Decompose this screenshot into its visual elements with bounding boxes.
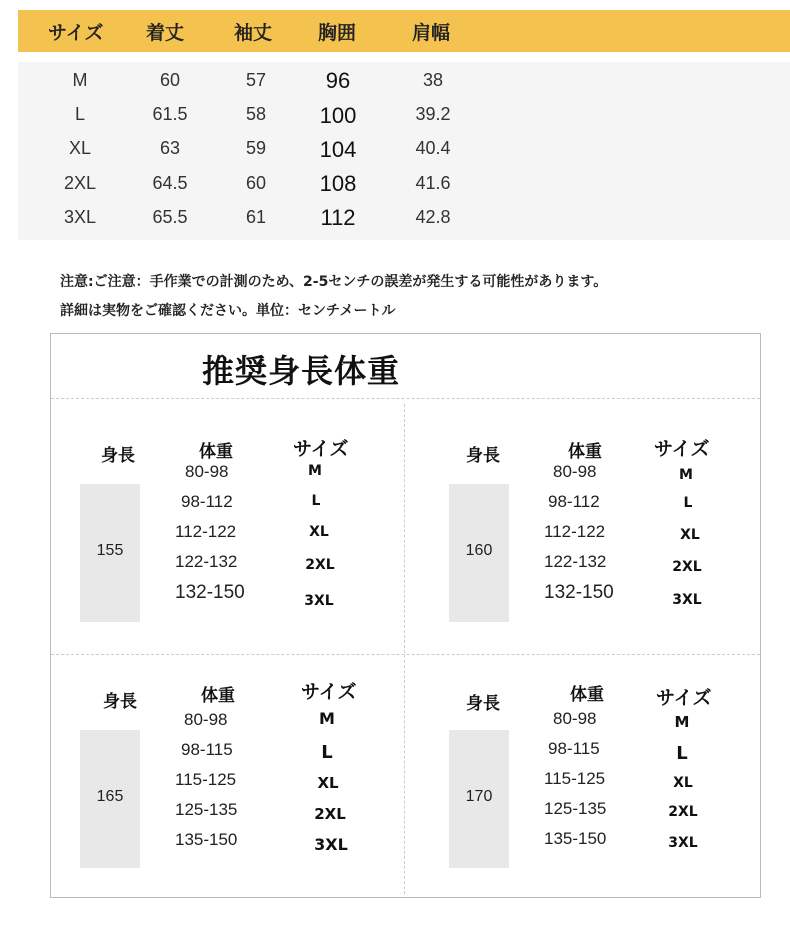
size-chart-header bbox=[18, 10, 790, 52]
size-label: サイズ bbox=[301, 681, 357, 703]
weight-label: 体重 bbox=[568, 442, 602, 462]
cell-shoulder: 39.2 bbox=[415, 104, 451, 124]
height-block-170 bbox=[418, 647, 768, 897]
weight-range: 112-122 bbox=[175, 522, 237, 541]
weight-label: 体重 bbox=[201, 686, 235, 706]
height-label: 身長 bbox=[103, 692, 137, 712]
size-value: M bbox=[674, 713, 690, 731]
weight-range: 80-98 bbox=[184, 710, 228, 729]
size-label: サイズ bbox=[293, 438, 349, 460]
weight-range: 80-98 bbox=[553, 709, 597, 728]
cell-chest: 96 bbox=[325, 68, 351, 93]
size-value: 2XL bbox=[314, 805, 346, 823]
header-sleeve: 袖丈 bbox=[234, 22, 273, 44]
weight-range: 125-135 bbox=[544, 799, 607, 818]
divider bbox=[51, 398, 760, 399]
size-value: 3XL bbox=[668, 835, 698, 851]
weight-range: 98-112 bbox=[548, 492, 600, 511]
weight-label: 体重 bbox=[570, 685, 604, 705]
size-value: 3XL bbox=[314, 835, 348, 854]
cell-chest: 100 bbox=[319, 103, 357, 128]
cell-shoulder: 42.8 bbox=[415, 207, 451, 227]
header-size: サイズ bbox=[48, 22, 104, 44]
size-label: サイズ bbox=[654, 438, 710, 460]
table-row bbox=[18, 104, 538, 138]
size-chart-body bbox=[18, 62, 790, 240]
cell-sleeve: 57 bbox=[245, 70, 267, 90]
cell-sleeve: 59 bbox=[245, 138, 267, 158]
height-block-160 bbox=[418, 401, 768, 651]
size-value: 2XL bbox=[672, 559, 702, 575]
height-value: 165 bbox=[96, 788, 124, 805]
weight-range: 122-132 bbox=[544, 552, 607, 571]
table-row bbox=[18, 207, 538, 241]
cell-size: 2XL bbox=[63, 173, 97, 193]
weight-range: 98-115 bbox=[181, 740, 233, 759]
size-value: L bbox=[683, 495, 693, 511]
cell-length: 64.5 bbox=[152, 173, 188, 193]
weight-range: 80-98 bbox=[185, 462, 229, 481]
header-shoulder: 肩幅 bbox=[412, 22, 451, 44]
divider bbox=[404, 404, 405, 894]
height-value: 155 bbox=[96, 542, 124, 559]
cell-sleeve: 61 bbox=[245, 207, 267, 227]
height-cell bbox=[449, 484, 509, 622]
cell-chest: 104 bbox=[319, 137, 357, 162]
weight-range: 132-150 bbox=[175, 582, 245, 603]
height-value: 170 bbox=[465, 788, 493, 805]
size-value: M bbox=[308, 463, 322, 479]
cell-size: 3XL bbox=[63, 207, 97, 227]
measurement-note: 注意:ご注意：手作業での計測のため、2-5センチの誤差が発生する可能性があります。 bbox=[60, 274, 608, 290]
weight-range: 122-132 bbox=[175, 552, 238, 571]
height-block-155 bbox=[51, 401, 401, 651]
size-value: 2XL bbox=[668, 804, 698, 820]
height-label: 身長 bbox=[466, 446, 500, 466]
size-value: L bbox=[321, 742, 333, 763]
weight-label: 体重 bbox=[199, 442, 233, 462]
table-row bbox=[18, 70, 538, 104]
cell-chest: 108 bbox=[319, 171, 357, 196]
header-chest: 胸囲 bbox=[318, 22, 357, 44]
height-cell bbox=[449, 730, 509, 868]
recommendation-title: 推奨身長体重 bbox=[201, 352, 400, 390]
size-value: M bbox=[319, 709, 335, 728]
size-value: XL bbox=[680, 527, 700, 543]
cell-length: 61.5 bbox=[152, 104, 188, 124]
size-value: L bbox=[676, 743, 688, 764]
cell-length: 63 bbox=[159, 138, 181, 158]
cell-length: 65.5 bbox=[152, 207, 188, 227]
height-cell bbox=[80, 730, 140, 868]
weight-range: 125-135 bbox=[175, 800, 238, 819]
weight-range: 132-150 bbox=[544, 582, 614, 603]
height-cell bbox=[80, 484, 140, 622]
height-label: 身長 bbox=[466, 694, 500, 714]
weight-range: 112-122 bbox=[544, 522, 606, 541]
cell-sleeve: 60 bbox=[245, 173, 267, 193]
cell-shoulder: 40.4 bbox=[415, 138, 451, 158]
size-value: XL bbox=[317, 774, 339, 792]
weight-range: 135-150 bbox=[175, 830, 238, 849]
size-value: 3XL bbox=[304, 593, 334, 609]
table-row bbox=[18, 138, 538, 172]
table-row bbox=[18, 173, 538, 207]
weight-range: 115-125 bbox=[544, 769, 606, 788]
cell-size: M bbox=[72, 70, 88, 90]
header-length: 着丈 bbox=[146, 22, 185, 44]
size-label: サイズ bbox=[656, 687, 712, 709]
weight-range: 135-150 bbox=[544, 829, 607, 848]
size-value: M bbox=[679, 467, 693, 483]
unit-note: 詳細は実物をご確認ください。単位：センチメートル bbox=[60, 303, 396, 319]
cell-size: XL bbox=[68, 138, 92, 158]
size-value: XL bbox=[673, 775, 693, 791]
size-value: L bbox=[311, 493, 321, 509]
cell-shoulder: 38 bbox=[422, 70, 444, 90]
cell-length: 60 bbox=[159, 70, 181, 90]
weight-range: 80-98 bbox=[553, 462, 597, 481]
size-value: 3XL bbox=[672, 592, 702, 608]
cell-sleeve: 58 bbox=[245, 104, 267, 124]
size-value: 2XL bbox=[305, 557, 335, 573]
weight-range: 115-125 bbox=[175, 770, 237, 789]
cell-chest: 112 bbox=[320, 205, 356, 230]
weight-range: 98-112 bbox=[181, 492, 233, 511]
weight-range: 98-115 bbox=[548, 739, 600, 758]
cell-shoulder: 41.6 bbox=[415, 173, 451, 193]
height-value: 160 bbox=[465, 542, 493, 559]
cell-size: L bbox=[74, 104, 86, 124]
height-block-165 bbox=[51, 647, 401, 897]
recommendation-panel bbox=[50, 333, 761, 898]
size-value: XL bbox=[309, 524, 329, 540]
height-label: 身長 bbox=[101, 446, 135, 466]
